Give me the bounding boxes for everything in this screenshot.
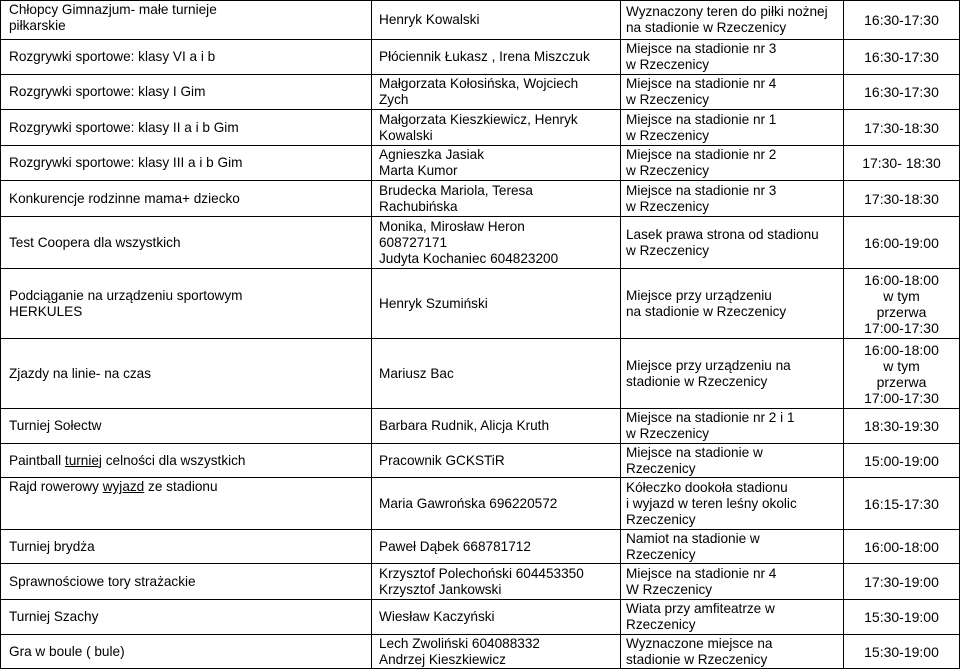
time-cell: 16:15-17:30 — [844, 478, 960, 530]
time-cell: 16:00-19:00 — [844, 217, 960, 269]
table-row — [1, 40, 960, 75]
place-cell: Lasek prawa strona od stadionu w Rzeczenicy — [621, 217, 844, 269]
table-row — [1, 1, 960, 40]
table-row — [1, 530, 960, 564]
organizer-cell: Henryk Kowalski — [372, 1, 621, 40]
event-cell: Test Coopera dla wszystkich — [1, 217, 372, 269]
organizer-cell: Agnieszka Jasiak Marta Kumor — [372, 146, 621, 181]
place-cell: Miejsce na stadionie nr 3 w Rzeczenicy — [621, 40, 844, 75]
place-cell: Wyznaczone miejsce na stadionie w Rzeczenicy — [621, 635, 844, 669]
time-cell: 17:30-18:30 — [844, 181, 960, 217]
time-cell: 18:30-19:30 — [844, 409, 960, 444]
table-row — [1, 635, 960, 669]
table-row — [1, 146, 960, 181]
place-cell: Miejsce na stadionie nr 3 w Rzeczenicy — [621, 181, 844, 217]
table-row — [1, 110, 960, 146]
time-cell: 16:30-17:30 — [844, 75, 960, 110]
event-cell: Chłopcy Gimnazjum- małe turnieje piłkarskie — [1, 1, 372, 40]
table-row — [1, 75, 960, 110]
event-cell: Rozgrywki sportowe: klasy III a i b Gim — [1, 146, 372, 181]
place-cell: Miejsce na stadionie w Rzeczenicy — [621, 444, 844, 478]
event-cell: Rajd rowerowy wyjazd ze stadionu — [1, 478, 372, 530]
organizer-cell: Wiesław Kaczyński — [372, 600, 621, 635]
place-cell: Kółeczko dookoła stadionu i wyjazd w teren leśny okolic Rzeczenicy — [621, 478, 844, 530]
time-cell: 17:30-19:00 — [844, 564, 960, 600]
time-cell: 15:30-19:00 — [844, 600, 960, 635]
time-cell: 16:00-18:00 w tym przerwa 17:00-17:30 — [844, 339, 960, 409]
place-cell: Wyznaczony teren do piłki nożnej na stadionie w Rzeczenicy — [621, 1, 844, 40]
place-cell: Miejsce na stadionie nr 4 W Rzeczenicy — [621, 564, 844, 600]
organizer-cell: Małgorzata Kołosińska, Wojciech Zych — [372, 75, 621, 110]
place-cell: Wiata przy amfiteatrze w Rzeczenicy — [621, 600, 844, 635]
event-cell: Rozgrywki sportowe: klasy I Gim — [1, 75, 372, 110]
table-row — [1, 269, 960, 339]
event-cell: Rozgrywki sportowe: klasy II a i b Gim — [1, 110, 372, 146]
table-row — [1, 600, 960, 635]
organizer-cell: Mariusz Bac — [372, 339, 621, 409]
event-cell: Konkurencje rodzinne mama+ dziecko — [1, 181, 372, 217]
event-cell: Paintball turniej celności dla wszystkich — [1, 444, 372, 478]
time-cell: 15:00-19:00 — [844, 444, 960, 478]
organizer-cell: Barbara Rudnik, Alicja Kruth — [372, 409, 621, 444]
organizer-cell: Monika, Mirosław Heron 608727171 Judyta Kochaniec 604823200 — [372, 217, 621, 269]
time-cell: 17:30-18:30 — [844, 110, 960, 146]
event-cell: Podciąganie na urządzeniu sportowym HERKULES — [1, 269, 372, 339]
place-cell: Miejsce na stadionie nr 2 i 1 w Rzeczenicy — [621, 409, 844, 444]
organizer-cell: Henryk Szumiński — [372, 269, 621, 339]
time-cell: 16:00-18:00 — [844, 530, 960, 564]
event-cell: Turniej Sołectw — [1, 409, 372, 444]
time-cell: 15:30-19:00 — [844, 635, 960, 669]
table-row — [1, 444, 960, 478]
place-cell: Miejsce na stadionie nr 1 w Rzeczenicy — [621, 110, 844, 146]
organizer-cell: Maria Gawrońska 696220572 — [372, 478, 621, 530]
event-cell: Turniej brydża — [1, 530, 372, 564]
table-row — [1, 339, 960, 409]
organizer-cell: Brudecka Mariola, Teresa Rachubińska — [372, 181, 621, 217]
event-cell: Turniej Szachy — [1, 600, 372, 635]
event-cell: Gra w boule ( bule) — [1, 635, 372, 669]
organizer-cell: Krzysztof Polechoński 604453350 Krzysztof Jankowski — [372, 564, 621, 600]
table-row — [1, 217, 960, 269]
time-cell: 16:30-17:30 — [844, 40, 960, 75]
time-cell: 16:00-18:00 w tym przerwa 17:00-17:30 — [844, 269, 960, 339]
organizer-cell: Małgorzata Kieszkiewicz, Henryk Kowalski — [372, 110, 621, 146]
time-cell: 17:30- 18:30 — [844, 146, 960, 181]
event-cell: Rozgrywki sportowe: klasy VI a i b — [1, 40, 372, 75]
table-row — [1, 478, 960, 530]
event-cell: Sprawnościowe tory strażackie — [1, 564, 372, 600]
place-cell: Miejsce przy urządzeniu na stadionie w Rzeczenicy — [621, 269, 844, 339]
organizer-cell: Pracownik GCKSTiR — [372, 444, 621, 478]
place-cell: Miejsce na stadionie nr 2 w Rzeczenicy — [621, 146, 844, 181]
table-row — [1, 409, 960, 444]
organizer-cell: Lech Zwoliński 604088332 Andrzej Kieszkiewicz — [372, 635, 621, 669]
table-row — [1, 181, 960, 217]
organizer-cell: Płóciennik Łukasz , Irena Miszczuk — [372, 40, 621, 75]
place-cell: Namiot na stadionie w Rzeczenicy — [621, 530, 844, 564]
event-cell: Zjazdy na linie- na czas — [1, 339, 372, 409]
time-cell: 16:30-17:30 — [844, 1, 960, 40]
table-row — [1, 564, 960, 600]
organizer-cell: Paweł Dąbek 668781712 — [372, 530, 621, 564]
place-cell: Miejsce na stadionie nr 4 w Rzeczenicy — [621, 75, 844, 110]
place-cell: Miejsce przy urządzeniu na stadionie w Rzeczenicy — [621, 339, 844, 409]
